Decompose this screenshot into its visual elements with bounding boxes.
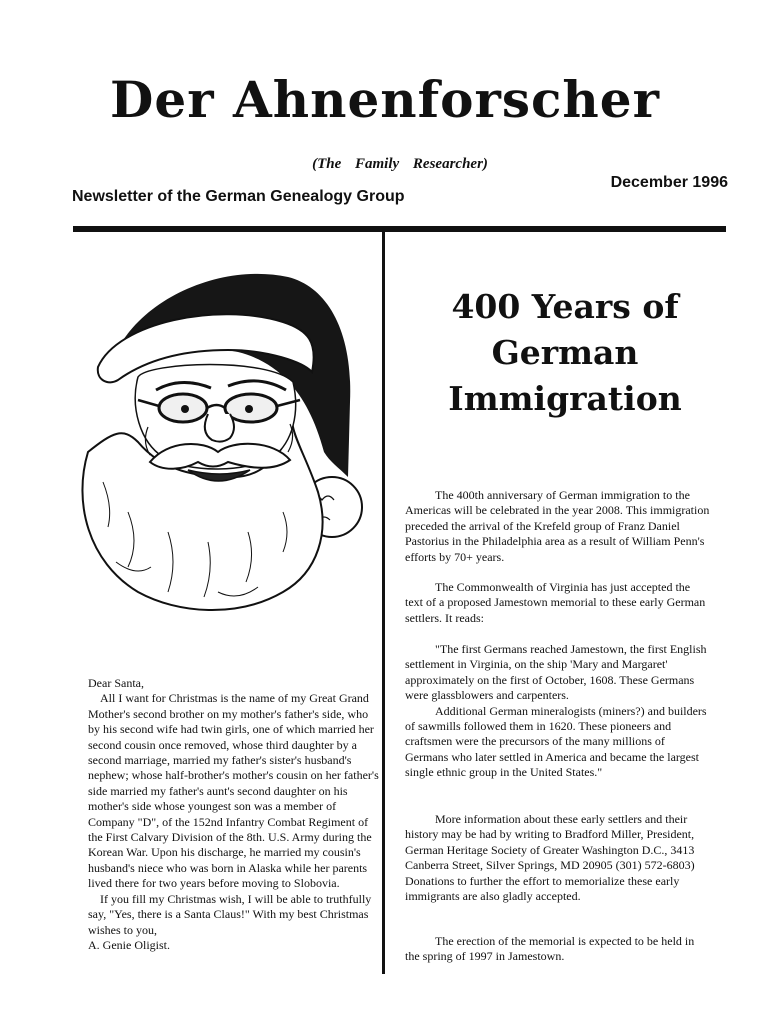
letter-signature: A. Genie Oligist. [88, 937, 170, 952]
article-p1: The 400th anniversary of German immigration to the Americas will be celebrated in the year 2008. This immigration preceded the arrival of the Krefeld group of Franz Daniel Pastorius in the Philadelphia area as a result of William Penn's efforts by 70+ years. [405, 488, 710, 564]
article-paragraph-1 [405, 488, 710, 565]
article-quote-2: Additional German mineralogists (miners?) and builders of sawmills followed them in 1620. These pioneers and craftsmen were the precursors of the many millions of Germans who later settled in America and became the largest single ethnic group in the United States." [405, 703, 707, 780]
letter-body-2: If you fill my Christmas wish, I will be able to truthfully say, "Yes, there is a Santa Claus!" With my best Christmas wishes to you, [88, 891, 372, 937]
issue-date: December 1996 [610, 174, 728, 191]
masthead-title: Der Ahnenforscher [110, 70, 660, 129]
article-quote [405, 642, 710, 781]
article-p3: More information about these early settlers and their history may be had by writing to Bradford Miller, President, German Heritage Society of Greater Washington D.C., 3413 Canberra Street, Silver Springs, MD 20905 (301) 572-6803) Donations to further the effort to memorialize these early immigrants are also gladly accepted. [405, 812, 695, 904]
headline-line-2: German [491, 333, 639, 372]
header-divider [73, 226, 726, 232]
letter-salutation: Dear Santa, [88, 676, 144, 690]
article-paragraph-4 [405, 934, 710, 965]
headline-line-3: Immigration [448, 379, 682, 418]
headline-line-1: 400 Years of [451, 287, 679, 326]
article-paragraph-2 [405, 580, 710, 626]
santa-letter [88, 676, 380, 953]
newsletter-tagline: Newsletter of the German Genealogy Group [72, 188, 405, 205]
article-p2: The Commonwealth of Virginia has just accepted the text of a proposed Jamestown memorial to these early German settlers. It reads: [405, 580, 706, 625]
santa-claus-illustration [68, 262, 372, 628]
article-headline [415, 284, 715, 422]
article-paragraph-3 [405, 812, 710, 904]
article-quote-1: "The first Germans reached Jamestown, the first English settlement in Virginia, on the ship 'Mary and Margaret' approximately on the first of October, 1608. These Germans were glassblowers and carpenters. [405, 642, 707, 703]
article-p4: The erection of the memorial is expected to be held in the spring of 1997 in Jamestown. [405, 934, 695, 964]
column-divider [382, 232, 385, 974]
masthead-subtitle: (The Family Researcher) [312, 156, 488, 172]
letter-body-1: All I want for Christmas is the name of my Great Grand Mother's second brother on my mother's father's side, who by his second wife had twin girls, one of which married her second cousin once removed, whose third daughter by a second marriage, married my father's sister's husband's nephew; whose half-brother's mother's cousin on her father's side married my father's aunt's second daughter on his mother's side whose youngest son was a member of Company "D", of the 152nd Infantry Combat Regiment of the First Calvary Division of the 8th. U.S. Army during the Korean War. Upon his discharge, he married my cousin's husband's niece who was born in Alaska while her parents lived there for two years before moving to Slobovia. [88, 691, 379, 891]
